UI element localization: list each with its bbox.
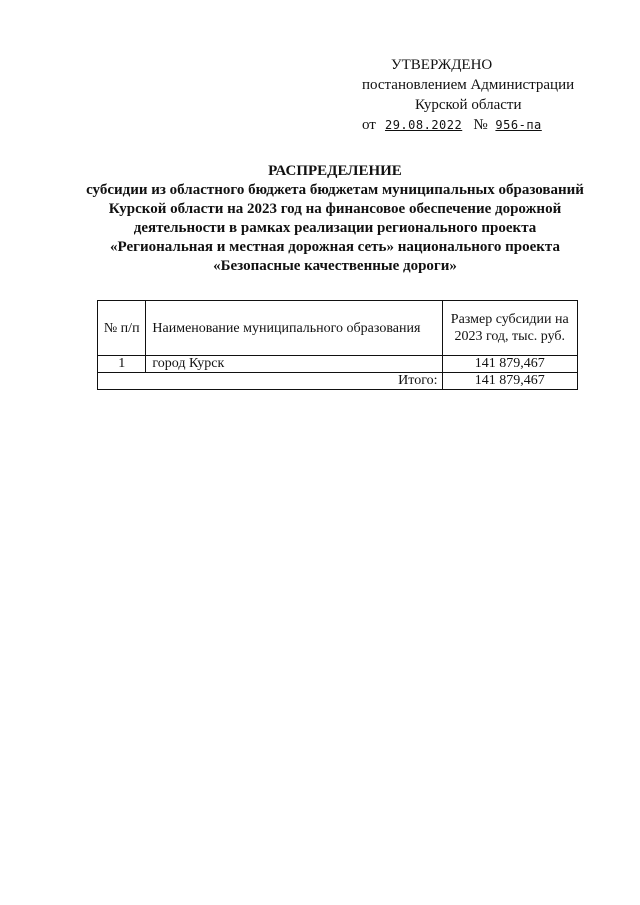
- table-total-row: [98, 373, 578, 390]
- approval-title: УТВЕРЖДЕНО: [391, 57, 493, 73]
- decree-number: 956-па: [495, 118, 542, 132]
- approval-stamp: [340, 55, 600, 135]
- table-row: [98, 356, 578, 373]
- header-sum: Размер субсидии на 2023 год, тыс. руб.: [442, 301, 578, 356]
- heading-title: РАСПРЕДЕЛЕНИЕ: [268, 163, 402, 179]
- approval-region: Курской области: [415, 97, 522, 113]
- distribution-table: [97, 300, 578, 390]
- date-prefix: от: [362, 117, 376, 133]
- total-label: Итого:: [98, 373, 443, 390]
- header-name: Наименование муниципального образования: [146, 301, 442, 356]
- number-sign: №: [473, 117, 488, 133]
- total-sum: 141 879,467: [442, 373, 578, 390]
- table-header-row: [98, 301, 578, 356]
- heading-body: субсидии из областного бюджета бюджетам муниципальных образований Курской области на 2023 год на финансовое обеспечение дорожной деятельности в рамках реализации регионального проекта «Региональная и местная дорожная сеть» национального проекта «Безопасные качественные дороги»: [86, 182, 584, 274]
- approval-decree: постановлением Администрации: [362, 77, 575, 93]
- document-heading: [0, 162, 640, 276]
- header-num: № п/п: [98, 301, 146, 356]
- approval-date-line: [340, 115, 600, 135]
- row-sum: 141 879,467: [442, 356, 578, 373]
- row-num: 1: [98, 356, 146, 373]
- row-name: город Курск: [146, 356, 442, 373]
- decree-date: 29.08.2022: [384, 118, 463, 132]
